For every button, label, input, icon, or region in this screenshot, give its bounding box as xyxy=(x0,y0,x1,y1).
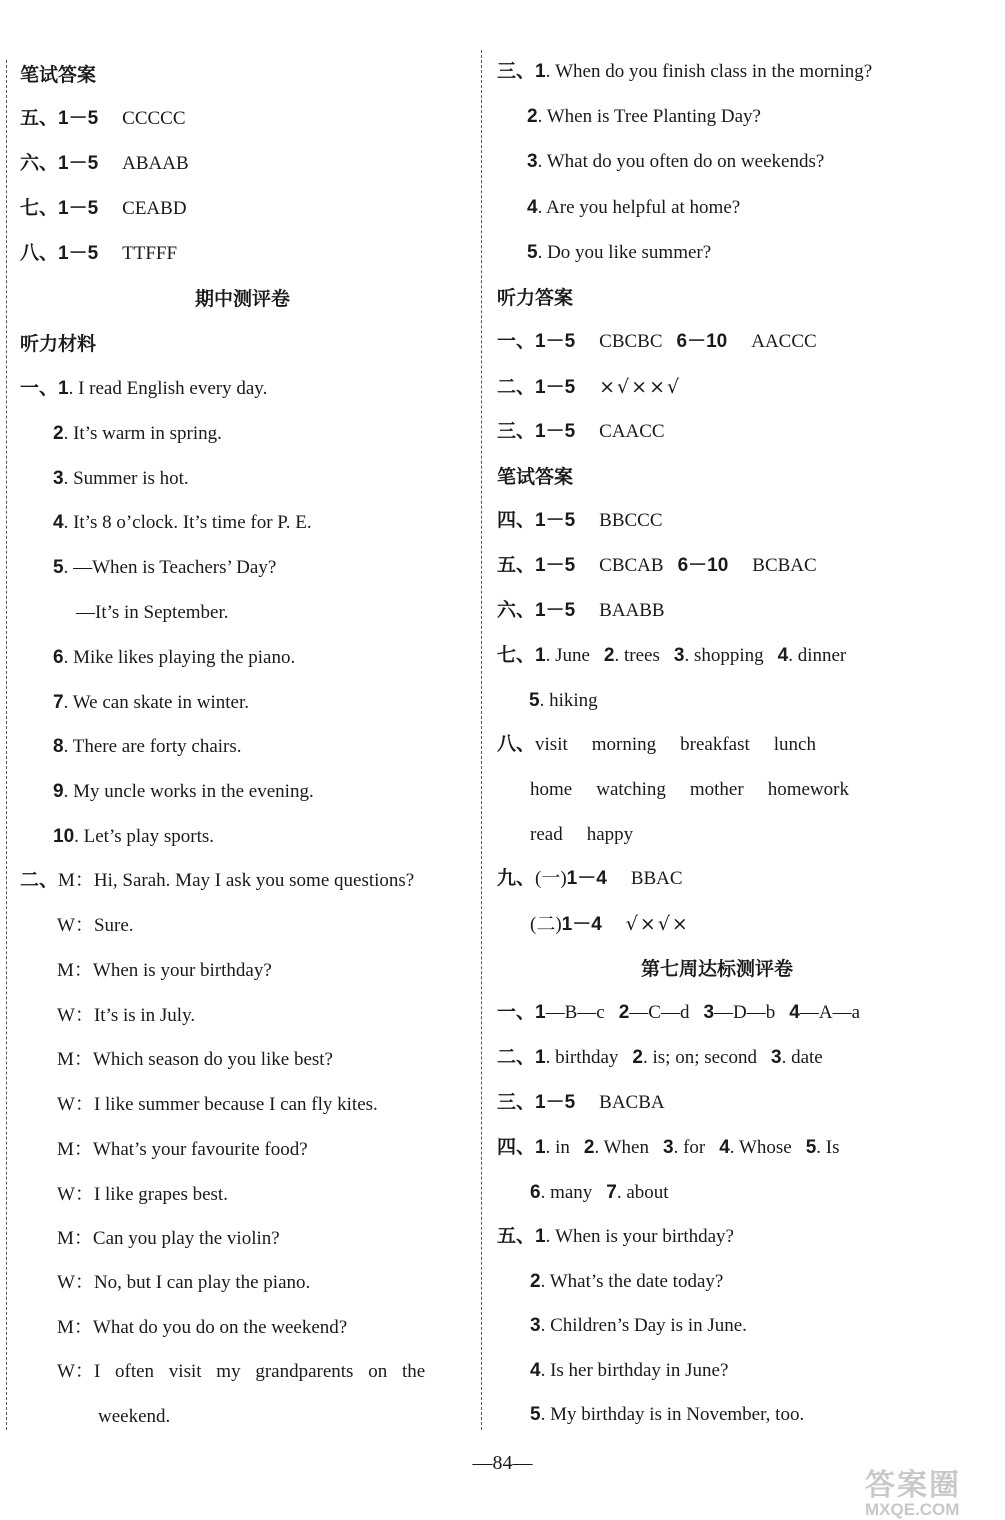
dialogue-line xyxy=(57,1315,347,1341)
watermark-text: 答案圈 xyxy=(865,1469,961,1502)
item-text: . My birthday is in November, too. xyxy=(540,1404,805,1425)
dialogue-text: I often visit my grandparents on the xyxy=(93,1361,426,1382)
answer-text: TTFFF xyxy=(122,243,178,264)
item-text: . —When is Teachers’ Day? xyxy=(63,557,277,578)
item-number: 4 xyxy=(530,1360,541,1381)
dialogue-line xyxy=(57,1270,310,1296)
speaker: M： xyxy=(57,1228,93,1249)
word: home xyxy=(530,779,573,800)
item-text: . Is her birthday in June? xyxy=(540,1360,729,1381)
answer-number: 1－4 xyxy=(561,914,602,935)
dialogue-line xyxy=(57,913,134,939)
answer-row xyxy=(497,643,846,669)
item-text: . for xyxy=(673,1137,706,1158)
list-item xyxy=(53,779,314,805)
item-text: . birthday xyxy=(545,1047,619,1068)
answer-row xyxy=(497,508,663,534)
list-item xyxy=(53,690,249,716)
answer-row xyxy=(529,688,598,714)
answer-number: 六、1－5 xyxy=(20,153,99,174)
answer-number: 五、1－5 xyxy=(497,555,576,576)
list-item xyxy=(76,600,229,626)
left-dashed-border xyxy=(6,60,7,1430)
speaker: W： xyxy=(57,1094,94,1115)
item-text: . There are forty chairs. xyxy=(63,736,242,757)
word: happy xyxy=(586,824,634,845)
item-number: 4 xyxy=(777,645,789,666)
item-text: . Is xyxy=(816,1137,840,1158)
item-text: . hiking xyxy=(539,690,598,711)
item-number: 4 xyxy=(719,1137,730,1158)
list-item xyxy=(53,421,222,447)
item-text: . Mike likes playing the piano. xyxy=(63,647,296,668)
answer-number: 1－4 xyxy=(566,868,607,889)
written-answers-heading: 笔试答案 xyxy=(20,64,97,86)
list-item xyxy=(530,1313,747,1339)
answer-row xyxy=(530,911,690,937)
answer-row xyxy=(497,1135,840,1161)
word: breakfast xyxy=(680,734,750,755)
watermark-url: MXQE.COM xyxy=(865,1500,960,1519)
dialogue-text: I like summer because I can fly kites. xyxy=(93,1094,378,1115)
item-number: 10 xyxy=(53,826,75,847)
item-number: 4 xyxy=(789,1002,800,1023)
list-item xyxy=(53,510,312,536)
item-text: . Children’s Day is in June. xyxy=(540,1315,747,1336)
item-text: . many xyxy=(540,1182,593,1203)
item-text: . It’s warm in spring. xyxy=(63,423,222,444)
list-item xyxy=(530,1402,804,1428)
dialogue-line xyxy=(57,1226,280,1252)
word: homework xyxy=(767,779,849,800)
item-number: 3 xyxy=(530,1315,541,1336)
item-text: . We can skate in winter. xyxy=(63,692,250,713)
item-number: 4 xyxy=(527,197,538,218)
dialogue-text: I like grapes best. xyxy=(93,1184,228,1205)
answer-row xyxy=(530,1180,669,1206)
dialogue-text: Which season do you like best? xyxy=(92,1049,333,1070)
list-item xyxy=(527,240,711,266)
answer-row xyxy=(497,1000,860,1026)
word: visit xyxy=(535,734,568,755)
list-item xyxy=(53,645,295,671)
item-text: . When xyxy=(594,1137,649,1158)
item-text: . Do you like summer? xyxy=(537,242,712,263)
answer-number: 一、1－5 xyxy=(497,331,576,352)
item-number: 2 xyxy=(632,1047,643,1068)
dialogue-line xyxy=(57,1182,228,1208)
speaker: M： xyxy=(57,960,93,981)
item-number: 5 xyxy=(527,242,538,263)
word: mother xyxy=(689,779,744,800)
section-label: 五、 xyxy=(497,1226,536,1247)
page-number: —84— xyxy=(472,1452,533,1474)
list-item xyxy=(497,59,872,85)
answer-number: 三、1－5 xyxy=(497,1092,576,1113)
item-text: . dinner xyxy=(788,645,847,666)
item-number: 8 xyxy=(53,736,64,757)
speaker: W： xyxy=(57,1361,94,1382)
list-item xyxy=(527,195,740,221)
item-text: . What’s the date today? xyxy=(540,1271,724,1292)
item-number: 7 xyxy=(53,692,64,713)
list-item xyxy=(53,824,214,850)
dialogue-continuation: weekend. xyxy=(98,1406,171,1427)
answer-number: 二、1－5 xyxy=(497,377,576,398)
list-item xyxy=(53,555,276,581)
speaker: W： xyxy=(57,915,94,936)
answer-number: 八、1－5 xyxy=(20,243,99,264)
item-text: . June xyxy=(545,645,590,666)
list-item xyxy=(530,1358,728,1384)
section-label: 九、 xyxy=(497,868,536,889)
item-number: 2 xyxy=(603,645,615,666)
answer-row xyxy=(497,866,683,892)
sub-label: (二) xyxy=(530,914,562,935)
item-text: —B—c xyxy=(545,1002,605,1023)
item-number: 2 xyxy=(53,423,64,444)
answer-row xyxy=(20,196,187,222)
item-number: 3 xyxy=(673,645,685,666)
item-text: . What do you often do on weekends? xyxy=(537,151,825,172)
item-number: 3 xyxy=(703,1002,715,1023)
item-text: . trees xyxy=(614,645,660,666)
item-text: . My uncle works in the evening. xyxy=(63,781,314,802)
item-number: 3 xyxy=(662,1137,674,1158)
answer-row xyxy=(20,151,189,177)
list-item xyxy=(20,376,267,402)
section-label: 一、 xyxy=(497,1002,536,1023)
speaker: M： xyxy=(57,1317,93,1338)
item-number: 5 xyxy=(530,1404,541,1425)
answer-text: √×√× xyxy=(625,913,690,935)
item-number: 1 xyxy=(535,1002,546,1023)
answer-text: ABAAB xyxy=(122,153,189,174)
item-text: . date xyxy=(781,1047,823,1068)
item-text: . shopping xyxy=(684,645,764,666)
section-label: 三、 xyxy=(497,61,536,82)
dialogue-text: Hi, Sarah. May I ask you some questions? xyxy=(93,870,415,891)
answer-text: CBCBC xyxy=(599,331,663,352)
dialogue-line xyxy=(57,1359,425,1385)
answer-text: CEABD xyxy=(122,198,187,219)
answer-row xyxy=(497,374,681,400)
word: lunch xyxy=(773,734,816,755)
item-text: . When is Tree Planting Day? xyxy=(537,106,761,127)
item-number: 7 xyxy=(606,1182,617,1203)
answer-number: 6－10 xyxy=(676,331,728,352)
item-number: 2 xyxy=(530,1271,541,1292)
speaker: W： xyxy=(57,1272,94,1293)
dialogue-line xyxy=(57,1092,378,1118)
item-text: . in xyxy=(545,1137,570,1158)
written-answers-heading: 笔试答案 xyxy=(497,466,574,488)
watermark-logo xyxy=(865,1460,995,1519)
column-divider xyxy=(481,50,482,1430)
speaker: W： xyxy=(57,1005,94,1026)
answer-number: 七、1－5 xyxy=(20,198,99,219)
item-number: 4 xyxy=(53,512,64,533)
section-label: 一、 xyxy=(20,378,59,399)
answer-text: BACBA xyxy=(599,1092,665,1113)
answer-text: CAACC xyxy=(599,421,665,442)
answer-text: CBCAB xyxy=(599,555,664,576)
item-number: 1 xyxy=(535,645,546,666)
item-text: —A—a xyxy=(799,1002,861,1023)
item-number: 1 xyxy=(535,1047,546,1068)
answer-row xyxy=(497,329,817,355)
item-number: 3 xyxy=(771,1047,782,1068)
speaker: M： xyxy=(57,1139,93,1160)
answer-text: BCBAC xyxy=(752,555,817,576)
answer-row xyxy=(497,598,665,624)
speaker: W： xyxy=(57,1184,94,1205)
item-text: . Whose xyxy=(729,1137,792,1158)
item-number: 5 xyxy=(805,1137,817,1158)
section-label: 四、 xyxy=(497,1137,536,1158)
item-number: 2 xyxy=(527,106,538,127)
list-item xyxy=(527,104,761,130)
answer-row xyxy=(530,777,849,803)
word: watching xyxy=(596,779,666,800)
speaker: M： xyxy=(58,870,94,891)
list-item xyxy=(53,466,189,492)
item-number: 6 xyxy=(530,1182,541,1203)
dialogue-line xyxy=(57,1047,333,1073)
item-text: . is; on; second xyxy=(643,1047,757,1068)
section-label: 七、 xyxy=(497,645,536,666)
answer-number: 五、1－5 xyxy=(20,108,99,129)
list-item xyxy=(497,1224,734,1250)
answer-row xyxy=(497,1045,823,1071)
answer-number: 六、1－5 xyxy=(497,600,576,621)
answer-text: AACCC xyxy=(751,331,817,352)
item-number: 9 xyxy=(53,781,64,802)
list-item xyxy=(527,149,824,175)
dialogue-text: Can you play the violin? xyxy=(92,1228,280,1249)
section-label: 二、 xyxy=(20,870,59,891)
item-number: 1 xyxy=(58,378,69,399)
item-number: 1 xyxy=(535,1226,546,1247)
answer-text: BBAC xyxy=(630,868,683,889)
week7-title: 第七周达标测评卷 xyxy=(640,958,793,980)
dialogue-text: No, but I can play the piano. xyxy=(93,1272,311,1293)
section-label: 二、 xyxy=(497,1047,536,1068)
answer-row xyxy=(20,241,177,267)
item-number: 2 xyxy=(583,1137,595,1158)
item-text: . Let’s play sports. xyxy=(74,826,214,847)
item-text: . Are you helpful at home? xyxy=(537,197,741,218)
word: morning xyxy=(591,734,657,755)
item-text: . When is your birthday? xyxy=(545,1226,734,1247)
item-number: 3 xyxy=(53,468,64,489)
item-number: 2 xyxy=(618,1002,630,1023)
item-text: —It’s in September. xyxy=(76,602,229,623)
dialogue-text: When is your birthday? xyxy=(92,960,272,981)
answer-number: 四、1－5 xyxy=(497,510,576,531)
listening-answers-heading: 听力答案 xyxy=(497,287,574,309)
dialogue-line xyxy=(57,1137,308,1163)
sub-label: (一) xyxy=(535,868,567,889)
dialogue-text: What do you do on the weekend? xyxy=(92,1317,348,1338)
item-number: 6 xyxy=(53,647,64,668)
answer-text: BAABB xyxy=(599,600,665,621)
item-text: . about xyxy=(616,1182,669,1203)
item-text: . When do you finish class in the morning? xyxy=(545,61,873,82)
dialogue-line xyxy=(20,868,414,894)
listening-material-heading: 听力材料 xyxy=(20,333,97,355)
section-label: 八、 xyxy=(497,734,536,755)
dialogue-line xyxy=(57,958,272,984)
answer-row xyxy=(497,419,665,445)
answer-row xyxy=(497,1090,665,1116)
item-text: —D—b xyxy=(714,1002,776,1023)
item-number: 1 xyxy=(535,61,546,82)
dialogue-text: It’s is in July. xyxy=(93,1005,196,1026)
dialogue-line xyxy=(57,1003,195,1029)
item-number: 1 xyxy=(535,1137,546,1158)
answer-row xyxy=(497,553,817,579)
dialogue-text: Sure. xyxy=(93,915,134,936)
item-number: 3 xyxy=(527,151,538,172)
item-text: —C—d xyxy=(629,1002,690,1023)
item-number: 5 xyxy=(53,557,64,578)
list-item xyxy=(53,734,242,760)
answer-text: ×√××√ xyxy=(599,376,682,398)
item-text: . It’s 8 o’clock. It’s time for P. E. xyxy=(63,512,312,533)
speaker: M： xyxy=(57,1049,93,1070)
word: read xyxy=(530,824,563,845)
answer-number: 6－10 xyxy=(677,555,729,576)
item-number: 5 xyxy=(529,690,540,711)
answer-text: CCCCC xyxy=(122,108,186,129)
dialogue-text: What’s your favourite food? xyxy=(92,1139,308,1160)
answer-row xyxy=(497,732,816,758)
list-item xyxy=(530,1269,723,1295)
answer-number: 三、1－5 xyxy=(497,421,576,442)
answer-row xyxy=(20,106,186,132)
item-text: . Summer is hot. xyxy=(63,468,189,489)
answer-text: BBCCC xyxy=(599,510,663,531)
midterm-title: 期中测评卷 xyxy=(194,288,290,310)
item-text: . I read English every day. xyxy=(68,378,268,399)
answer-row xyxy=(530,822,633,848)
